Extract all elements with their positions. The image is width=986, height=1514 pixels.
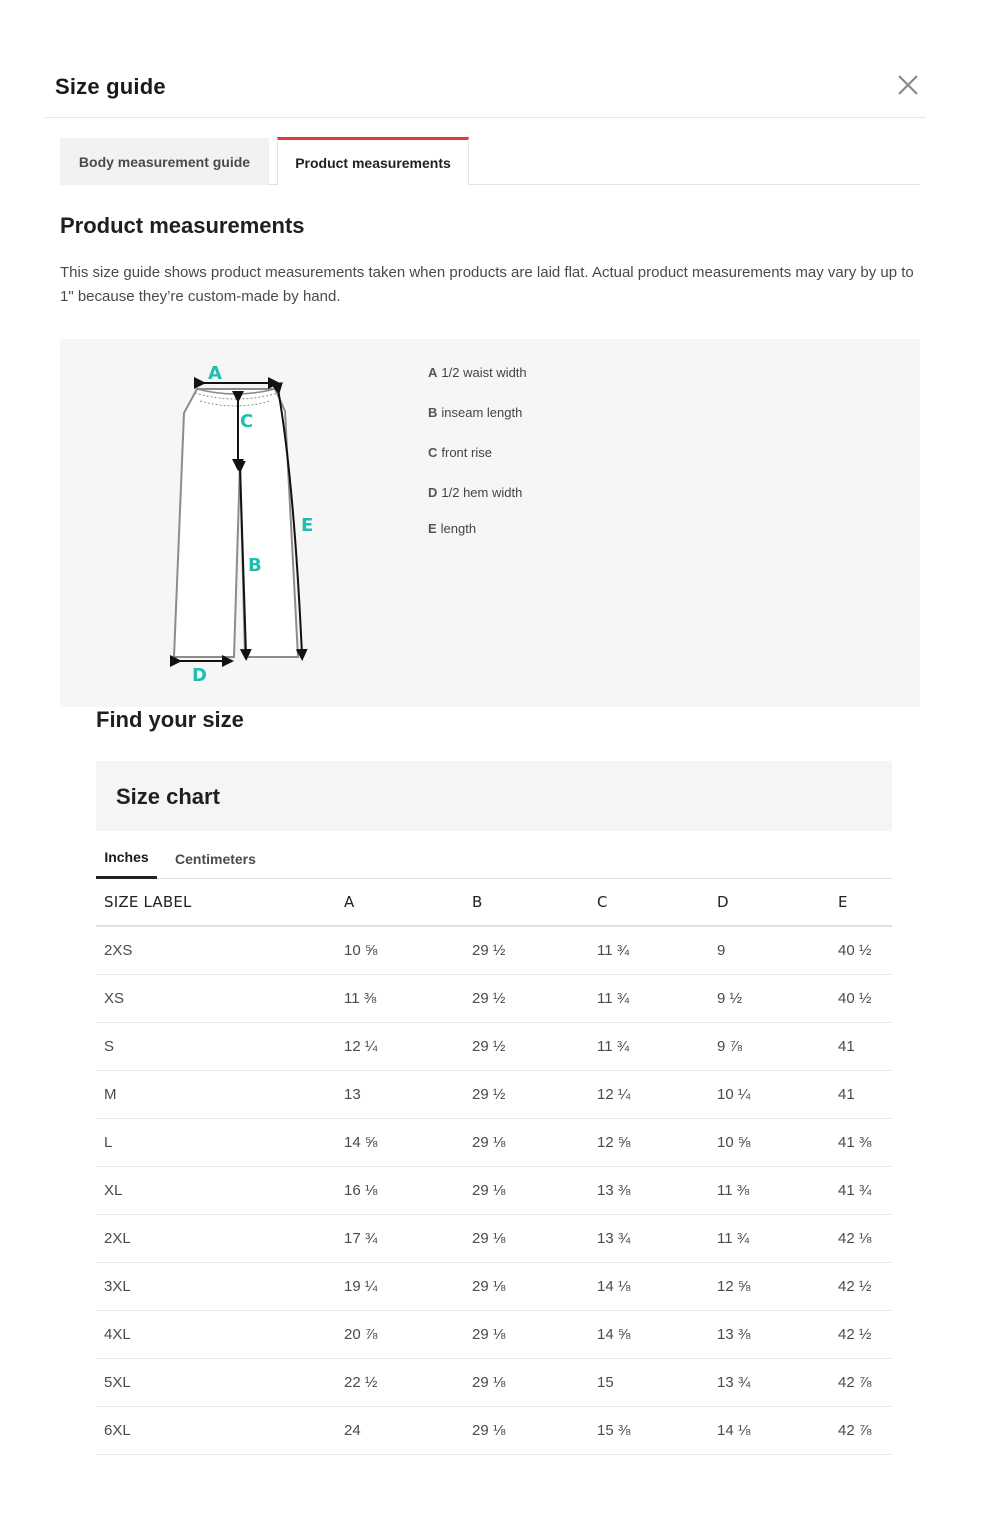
- column-header-size-label: SIZE LABEL: [96, 879, 336, 926]
- measurement-cell: 29 ⅛: [464, 1166, 589, 1214]
- diagram-letter-b: B: [248, 555, 262, 576]
- measurement-cell: 16 ⅛: [336, 1166, 464, 1214]
- measurement-cell: 42 ½: [830, 1310, 892, 1358]
- tab-product-measurements[interactable]: Product measurements: [277, 137, 469, 186]
- size-label-cell: XS: [96, 974, 336, 1022]
- measurement-cell: 13: [336, 1070, 464, 1118]
- table-row: [96, 1310, 892, 1358]
- measurement-cell: 41: [830, 1022, 892, 1070]
- measurement-cell: 11 ⅜: [709, 1166, 830, 1214]
- measurement-cell: 11 ¾: [589, 974, 709, 1022]
- close-button[interactable]: [897, 74, 919, 96]
- measurement-cell: 29 ⅛: [464, 1262, 589, 1310]
- measurement-cell: 12 ⅝: [709, 1262, 830, 1310]
- size-label-cell: 2XS: [96, 926, 336, 974]
- size-label-cell: XL: [96, 1166, 336, 1214]
- measurement-cell: 41 ⅜: [830, 1118, 892, 1166]
- table-row: [96, 1358, 892, 1406]
- table-header-row: [96, 879, 892, 926]
- size-label-cell: 3XL: [96, 1262, 336, 1310]
- measurement-cell: 14 ⅝: [589, 1310, 709, 1358]
- measurement-cell: 12 ¼: [336, 1022, 464, 1070]
- measurement-cell: 12 ¼: [589, 1070, 709, 1118]
- measurement-cell: 13 ⅜: [589, 1166, 709, 1214]
- measurement-cell: 9 ⅞: [709, 1022, 830, 1070]
- measurement-cell: 9 ½: [709, 974, 830, 1022]
- tab-body-measurement-guide[interactable]: Body measurement guide: [60, 138, 269, 185]
- measurement-cell: 13 ¾: [589, 1214, 709, 1262]
- legend-item-d: D 1/2 hem width: [428, 485, 523, 500]
- measurement-cell: 14 ⅝: [336, 1118, 464, 1166]
- measurement-cell: 29 ½: [464, 974, 589, 1022]
- measurement-cell: 22 ½: [336, 1358, 464, 1406]
- measurement-cell: 15 ⅜: [589, 1406, 709, 1454]
- measurement-cell: 11 ¾: [709, 1214, 830, 1262]
- size-label-cell: 4XL: [96, 1310, 336, 1358]
- table-row: [96, 974, 892, 1022]
- column-header-e: E: [830, 879, 892, 926]
- modal-header: [45, 60, 926, 118]
- measurement-cell: 29 ½: [464, 1070, 589, 1118]
- measurement-cell: 9: [709, 926, 830, 974]
- table-row: [96, 1070, 892, 1118]
- measurement-cell: 24: [336, 1406, 464, 1454]
- diagram-letter-d: D: [192, 665, 207, 686]
- diagram-letter-a: A: [208, 363, 222, 384]
- measurement-cell: 29 ⅛: [464, 1406, 589, 1454]
- size-label-cell: S: [96, 1022, 336, 1070]
- column-header-a: A: [336, 879, 464, 926]
- table-row: [96, 1118, 892, 1166]
- measurement-cell: 41 ¾: [830, 1166, 892, 1214]
- size-guide-tabs: [60, 137, 920, 185]
- product-measurements-description: This size guide shows product measurements taken when products are laid flat. Actual product measurements may vary by up to 1" because they’re custom-made by hand.: [60, 264, 914, 305]
- size-chart-title: Size chart: [116, 784, 220, 809]
- measurement-cell: 29 ⅛: [464, 1310, 589, 1358]
- measurement-cell: 14 ⅛: [709, 1406, 830, 1454]
- measurement-cell: 29 ½: [464, 1022, 589, 1070]
- table-row: [96, 1166, 892, 1214]
- table-row: [96, 926, 892, 974]
- measurement-cell: 10 ¼: [709, 1070, 830, 1118]
- column-header-c: C: [589, 879, 709, 926]
- size-label-cell: 5XL: [96, 1358, 336, 1406]
- measurement-cell: 11 ¾: [589, 926, 709, 974]
- measurement-cell: 20 ⅞: [336, 1310, 464, 1358]
- measurement-cell: 12 ⅝: [589, 1118, 709, 1166]
- unit-tabs: [96, 838, 892, 879]
- table-row: [96, 1022, 892, 1070]
- table-row: [96, 1406, 892, 1454]
- measurement-cell: 10 ⅝: [336, 926, 464, 974]
- size-label-cell: 2XL: [96, 1214, 336, 1262]
- size-label-cell: L: [96, 1118, 336, 1166]
- measurement-cell: 13 ¾: [709, 1358, 830, 1406]
- measurement-cell: 40 ½: [830, 926, 892, 974]
- legend-item-a: A 1/2 waist width: [428, 365, 527, 380]
- measurement-cell: 10 ⅝: [709, 1118, 830, 1166]
- measurement-cell: 42 ⅛: [830, 1214, 892, 1262]
- measurement-cell: 11 ¾: [589, 1022, 709, 1070]
- diagram-letter-e: E: [301, 515, 314, 536]
- measurement-cell: 29 ⅛: [464, 1358, 589, 1406]
- product-measurements-heading: Product measurements: [60, 213, 305, 238]
- size-chart-table: [96, 879, 892, 1455]
- size-chart-header: [96, 761, 892, 831]
- measurement-diagram-panel: [60, 339, 920, 707]
- tab-centimeters[interactable]: Centimeters: [175, 850, 256, 867]
- measurement-cell: 11 ⅜: [336, 974, 464, 1022]
- diagram-letter-c: C: [240, 411, 254, 432]
- size-label-cell: 6XL: [96, 1406, 336, 1454]
- measurement-cell: 42 ½: [830, 1262, 892, 1310]
- column-header-d: D: [709, 879, 830, 926]
- measurement-cell: 29 ½: [464, 926, 589, 974]
- measurement-cell: 13 ⅜: [709, 1310, 830, 1358]
- pants-diagram: [170, 361, 330, 706]
- measurement-cell: 42 ⅞: [830, 1406, 892, 1454]
- size-label-cell: M: [96, 1070, 336, 1118]
- size-table-body: [96, 926, 892, 1454]
- measurement-cell: 19 ¼: [336, 1262, 464, 1310]
- find-your-size-heading: Find your size: [96, 707, 244, 732]
- tab-inches[interactable]: Inches: [96, 838, 157, 879]
- measurement-cell: 42 ⅞: [830, 1358, 892, 1406]
- measurement-cell: 15: [589, 1358, 709, 1406]
- measurement-cell: 14 ⅛: [589, 1262, 709, 1310]
- measurement-cell: 41: [830, 1070, 892, 1118]
- legend-item-c: C front rise: [428, 445, 492, 460]
- table-row: [96, 1262, 892, 1310]
- measurement-cell: 29 ⅛: [464, 1214, 589, 1262]
- legend-item-b: B inseam length: [428, 405, 523, 420]
- measurement-cell: 40 ½: [830, 974, 892, 1022]
- close-icon: [897, 74, 919, 96]
- column-header-b: B: [464, 879, 589, 926]
- measurement-cell: 17 ¾: [336, 1214, 464, 1262]
- measurement-cell: 29 ⅛: [464, 1118, 589, 1166]
- modal-title: Size guide: [55, 74, 166, 99]
- legend-item-e: E length: [428, 521, 477, 536]
- table-row: [96, 1214, 892, 1262]
